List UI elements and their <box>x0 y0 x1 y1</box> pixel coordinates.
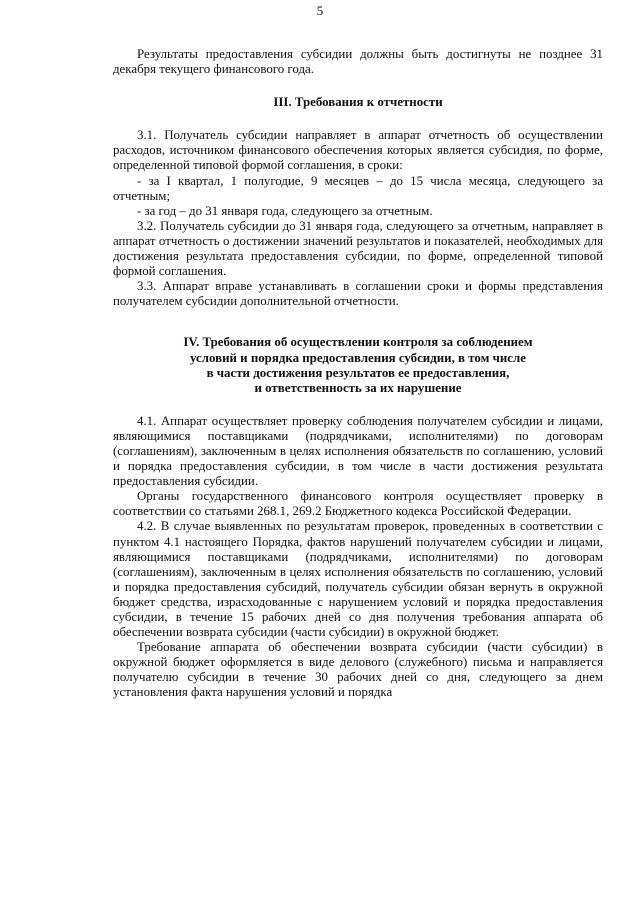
paragraph-3-1: 3.1. Получатель субсидии направляет в аппарат отчетность об осуществлении расходов, источником финансового обеспечения которых является субсидия, по форме, определенной типовой формой соглашения, в сроки: <box>113 128 603 173</box>
section-3-heading <box>113 95 603 110</box>
paragraph-4-1-control: Органы государственного финансового контроля осуществляет проверку в соответствии со статьями 268.1, 269.2 Бюджетного кодекса Российской Федерации. <box>113 489 603 519</box>
paragraph-4-2-requirement: Требование аппарата об обеспечении возврата субсидии (части субсидии) в окружной бюджет оформляется в виде делового (служебного) письма и направляется получателю субсидии в течение 30 рабочих дней со дня, следующего за днем установления факта нарушения условий и порядка <box>113 640 603 700</box>
paragraph-4-2: 4.2. В случае выявленных по результатам проверок, проведенных в соответствии с пунктом 4.1 настоящего Порядка, фактов нарушений получателем субсидии и лицами, являющимися поставщиками (подрядчиками, исполнителями) по договорам (соглашениям), заключенным в целях исполнения обязательств по соглашению, условий и порядка предоставления субсидий, получатель субсидии обязан вернуть в окружной бюджет средства, израсходованные с нарушением условий и порядка предоставления субсидии, в течение 15 рабочих дней со дня получения требования аппарата об обеспечении возврата субсидии (части субсидии) в окружной бюджет. <box>113 519 603 640</box>
section-4-title-line-4: и ответственность за их нарушение <box>254 380 462 395</box>
paragraph-3-1-item-2: - за год – до 31 января года, следующего за отчетным. <box>137 203 433 218</box>
paragraph-3-3: 3.3. Аппарат вправе устанавливать в соглашении сроки и формы представления получателем субсидии дополнительной отчетности. <box>113 279 603 309</box>
paragraph-3-1-item-1: - за I квартал, 1 полугодие, 9 месяцев – до 15 числа месяца, следующего за отчетным; <box>113 173 603 203</box>
intro-paragraph: Результаты предоставления субсидии должны быть достигнуты не позднее 31 декабря текущего финансового года. <box>113 47 603 77</box>
document-body <box>113 47 603 701</box>
paragraph-3-2: 3.2. Получатель субсидии до 31 января года, следующего за отчетным, направляет в аппарат отчетность о достижении значений результатов и показателей, необходимых для достижения результата предоставления субсидии, по форме, определенной типовой формой соглашения. <box>113 218 603 279</box>
paragraph-4-1: 4.1. Аппарат осуществляет проверку соблюдения получателем субсидии и лицами, являющимися поставщиками (подрядчиками, исполнителями) по договорам (соглашениям), заключенным в целях исполнения обязательств по соглашению, условий и порядка предоставления субсидии, в том числе в части достижения результата предоставления субсидии. <box>113 413 603 489</box>
section-4-heading <box>113 335 603 395</box>
section-4-title-line-2: условий и порядка предоставления субсидии, в том числе <box>190 350 526 365</box>
section-3-title: III. Требования к отчетности <box>273 95 443 110</box>
page-number: 5 <box>316 4 324 18</box>
section-4-title-line-1: IV. Требования об осуществлении контроля за соблюдением <box>183 335 533 350</box>
section-4-title-line-3: в части достижения результатов ее предоставления, <box>206 365 510 380</box>
